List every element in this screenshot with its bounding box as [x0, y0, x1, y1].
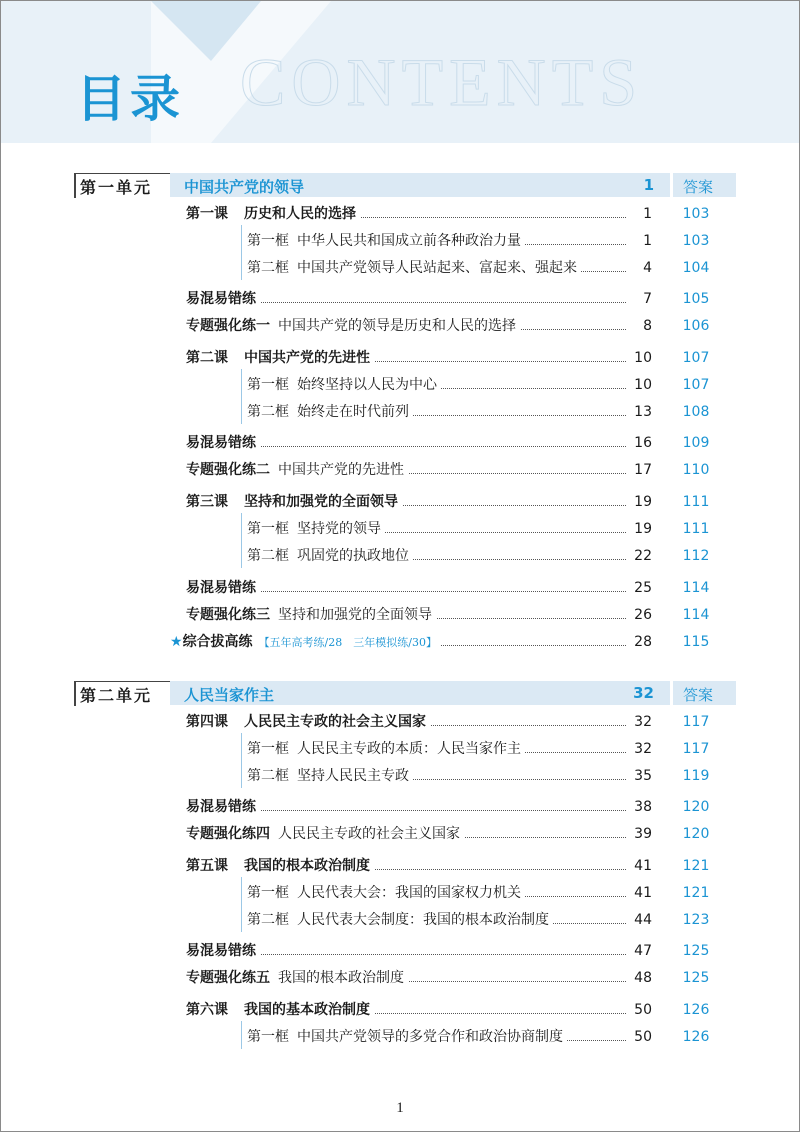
practice-title: 易混易错练 [186, 943, 256, 959]
page-number: 50 [630, 1026, 652, 1048]
frame-title: 坚持人民民主专政 [297, 768, 409, 784]
toc-row-special[interactable] [186, 823, 652, 845]
frame-label: 第二框 [247, 548, 289, 564]
answer-page-number[interactable]: 120 [682, 799, 710, 815]
answer-page-number[interactable]: 119 [682, 768, 710, 784]
page-number: 48 [630, 967, 652, 989]
entry-text [186, 823, 464, 845]
page-number: 32 [630, 711, 652, 733]
answer-page-number[interactable]: 121 [682, 858, 710, 874]
answer-header-label: 答案 [682, 686, 713, 704]
answer-page-number[interactable]: 117 [682, 714, 710, 730]
lesson-title: 中国共产党的先进性 [244, 350, 370, 366]
entry-text [186, 491, 402, 513]
page-number: 17 [630, 459, 652, 481]
lesson-title: 人民民主专政的社会主义国家 [244, 714, 426, 730]
star-icon: ★ [170, 634, 183, 650]
page-title: 目录 [76, 70, 184, 128]
entry-text [247, 738, 525, 760]
toc-row-special[interactable] [186, 459, 652, 481]
answer-page-number[interactable]: 107 [682, 377, 710, 393]
comprehensive-note: 【五年高考练/28 三年模拟练/30】 [258, 636, 437, 649]
entry-text [186, 315, 520, 337]
entry-text [186, 347, 374, 369]
special-title: 人民民主专政的社会主义国家 [278, 826, 460, 842]
answer-page-number[interactable]: 117 [682, 741, 710, 757]
answer-page-number[interactable]: 126 [682, 1002, 710, 1018]
entry-text [186, 711, 430, 733]
frame-label: 第一框 [247, 521, 289, 537]
lesson-label: 第五课 [186, 858, 228, 874]
frame-title: 人民代表大会：我国的国家权力机关 [297, 885, 521, 901]
entry-text [186, 855, 374, 877]
contents-watermark: CONTENTS [240, 44, 644, 120]
page-number: 1 [639, 203, 652, 225]
lesson-label: 第六课 [186, 1002, 228, 1018]
page-number: 44 [630, 909, 652, 931]
unit-header[interactable] [74, 681, 726, 707]
frame-title: 人民民主专政的本质：人民当家作主 [297, 741, 521, 757]
entry-text [247, 518, 385, 540]
answer-page-number[interactable]: 123 [682, 912, 710, 928]
frame-title: 坚持党的领导 [297, 521, 381, 537]
unit-label: 第二单元 [80, 686, 153, 705]
answer-page-number[interactable]: 111 [682, 494, 710, 510]
answer-header-label: 答案 [682, 178, 713, 196]
answer-page-number[interactable]: 120 [682, 826, 710, 842]
page-number: 10 [630, 347, 652, 369]
entry-text [186, 796, 260, 818]
entry-text [186, 288, 260, 310]
entry-text [247, 230, 525, 252]
entry-text [247, 882, 525, 904]
lesson-title: 历史和人民的选择 [244, 206, 356, 222]
toc-row-special[interactable] [186, 315, 652, 337]
frame-label: 第二框 [247, 260, 289, 276]
toc-row-practice[interactable] [186, 432, 652, 454]
page-number: 28 [630, 631, 652, 653]
page-number: 35 [630, 765, 652, 787]
toc-row-practice[interactable] [186, 288, 652, 310]
toc-row-frame[interactable] [247, 230, 652, 252]
special-label: 专题强化练五 [186, 970, 270, 986]
answer-page-number[interactable]: 112 [682, 548, 710, 564]
toc-row-lesson[interactable] [186, 855, 652, 877]
entry-text [170, 631, 441, 654]
frame-title: 始终坚持以人民为中心 [297, 377, 437, 393]
page-number: 13 [630, 401, 652, 423]
answer-page-number[interactable]: 110 [682, 462, 710, 478]
practice-title: 易混易错练 [186, 291, 256, 307]
page-number: 26 [630, 604, 652, 626]
entry-text [186, 203, 360, 225]
answer-page-number[interactable]: 126 [682, 1029, 710, 1045]
answer-page-number[interactable]: 103 [682, 206, 710, 222]
special-label: 专题强化练四 [186, 826, 270, 842]
page-number: 22 [630, 545, 652, 567]
entry-text [186, 999, 374, 1021]
answer-page-number[interactable]: 107 [682, 350, 710, 366]
entry-text [247, 909, 553, 931]
page-number: 7 [639, 288, 652, 310]
toc-row-frame[interactable] [247, 518, 652, 540]
entry-text [247, 1026, 567, 1048]
toc-row-practice[interactable] [186, 940, 652, 962]
answer-page-number[interactable]: 121 [682, 885, 710, 901]
entry-text [186, 577, 260, 599]
practice-title: 易混易错练 [186, 799, 256, 815]
frame-label: 第二框 [247, 404, 289, 420]
answer-page-number[interactable]: 108 [682, 404, 710, 420]
toc-row-comprehensive[interactable] [170, 631, 652, 653]
frame-label: 第二框 [247, 912, 289, 928]
special-title: 中国共产党的领导是历史和人民的选择 [278, 318, 516, 334]
frame-title: 始终走在时代前列 [297, 404, 409, 420]
page-number: 47 [630, 940, 652, 962]
entry-text [186, 459, 408, 481]
page-number: 1 [639, 230, 652, 252]
practice-title: 易混易错练 [186, 580, 256, 596]
frame-title: 巩固党的执政地位 [297, 548, 409, 564]
toc-row-special[interactable] [186, 967, 652, 989]
page-number: 19 [630, 518, 652, 540]
toc-row-practice[interactable] [186, 577, 652, 599]
page-number: 1 [396, 1100, 404, 1116]
toc-row-frame[interactable] [247, 1026, 652, 1048]
practice-title: 易混易错练 [186, 435, 256, 451]
frame-title: 中国共产党领导的多党合作和政治协商制度 [297, 1029, 563, 1045]
answer-page-number[interactable]: 125 [682, 943, 710, 959]
page-number: 41 [630, 855, 652, 877]
entry-text [247, 545, 413, 567]
answer-page-number[interactable]: 114 [682, 580, 710, 596]
lesson-title: 我国的根本政治制度 [244, 858, 370, 874]
toc-row-lesson[interactable] [186, 203, 652, 225]
frame-label: 第一框 [247, 1029, 289, 1045]
toc-row-frame[interactable] [247, 257, 652, 279]
answer-page-number[interactable]: 115 [682, 634, 710, 650]
unit-header[interactable] [74, 173, 726, 199]
page-number: 38 [630, 796, 652, 818]
toc-row-frame[interactable] [247, 374, 652, 396]
lesson-title: 我国的基本政治制度 [244, 1002, 370, 1018]
entry-text [186, 967, 408, 989]
page-number: 16 [630, 432, 652, 454]
frame-label: 第一框 [247, 885, 289, 901]
lesson-title: 坚持和加强党的全面领导 [244, 494, 398, 510]
page-number: 39 [630, 823, 652, 845]
page-number: 41 [630, 882, 652, 904]
comprehensive-title: 综合拔高练 [182, 634, 253, 650]
answer-page-number[interactable]: 105 [682, 291, 710, 307]
entry-text [186, 604, 436, 626]
special-title: 中国共产党的先进性 [278, 462, 404, 478]
unit-label: 第一单元 [80, 178, 153, 197]
entry-text [247, 765, 413, 787]
answer-page-number[interactable]: 109 [682, 435, 710, 451]
frame-label: 第一框 [247, 377, 289, 393]
toc-row-frame[interactable] [247, 882, 652, 904]
page-number: 19 [630, 491, 652, 513]
answer-page-number[interactable]: 103 [682, 233, 710, 249]
toc-row-lesson[interactable] [186, 999, 652, 1021]
toc-row-frame[interactable] [247, 765, 652, 787]
unit-page: 32 [633, 684, 654, 702]
frame-title: 中华人民共和国成立前各种政治力量 [297, 233, 521, 249]
answer-page-number[interactable]: 125 [682, 970, 710, 986]
toc-row-frame[interactable] [247, 738, 652, 760]
special-title: 坚持和加强党的全面领导 [278, 607, 432, 623]
special-label: 专题强化练三 [186, 607, 270, 623]
answer-page-number[interactable]: 104 [682, 260, 710, 276]
answer-page-number[interactable]: 114 [682, 607, 710, 623]
frame-label: 第二框 [247, 768, 289, 784]
entry-text [247, 401, 413, 423]
toc-row-frame[interactable] [247, 909, 652, 931]
unit-page: 1 [643, 176, 654, 194]
entry-text [247, 374, 441, 396]
entry-text [186, 432, 260, 454]
answer-page-number[interactable]: 106 [682, 318, 710, 334]
toc-row-practice[interactable] [186, 796, 652, 818]
toc-row-frame[interactable] [247, 545, 652, 567]
toc-row-lesson[interactable] [186, 711, 652, 733]
toc-row-lesson[interactable] [186, 347, 652, 369]
special-title: 我国的根本政治制度 [278, 970, 404, 986]
page-number: 4 [639, 257, 652, 279]
lesson-label: 第三课 [186, 494, 228, 510]
page-number: 8 [639, 315, 652, 337]
unit-title: 人民当家作主 [184, 686, 275, 704]
lesson-label: 第四课 [186, 714, 228, 730]
frame-title: 中国共产党领导人民站起来、富起来、强起来 [297, 260, 577, 276]
special-label: 专题强化练二 [186, 462, 270, 478]
unit-title: 中国共产党的领导 [184, 178, 305, 196]
page-number: 10 [630, 374, 652, 396]
entry-text [186, 940, 260, 962]
page-number: 25 [630, 577, 652, 599]
lesson-label: 第二课 [186, 350, 228, 366]
frame-label: 第一框 [247, 741, 289, 757]
page-number: 32 [630, 738, 652, 760]
toc-row-special[interactable] [186, 604, 652, 626]
special-label: 专题强化练一 [186, 318, 270, 334]
toc-row-lesson[interactable] [186, 491, 652, 513]
lesson-label: 第一课 [186, 206, 228, 222]
answer-page-number[interactable]: 111 [682, 521, 710, 537]
toc-row-frame[interactable] [247, 401, 652, 423]
frame-label: 第一框 [247, 233, 289, 249]
page-number: 50 [630, 999, 652, 1021]
entry-text [247, 257, 581, 279]
frame-title: 人民代表大会制度：我国的根本政治制度 [297, 912, 549, 928]
